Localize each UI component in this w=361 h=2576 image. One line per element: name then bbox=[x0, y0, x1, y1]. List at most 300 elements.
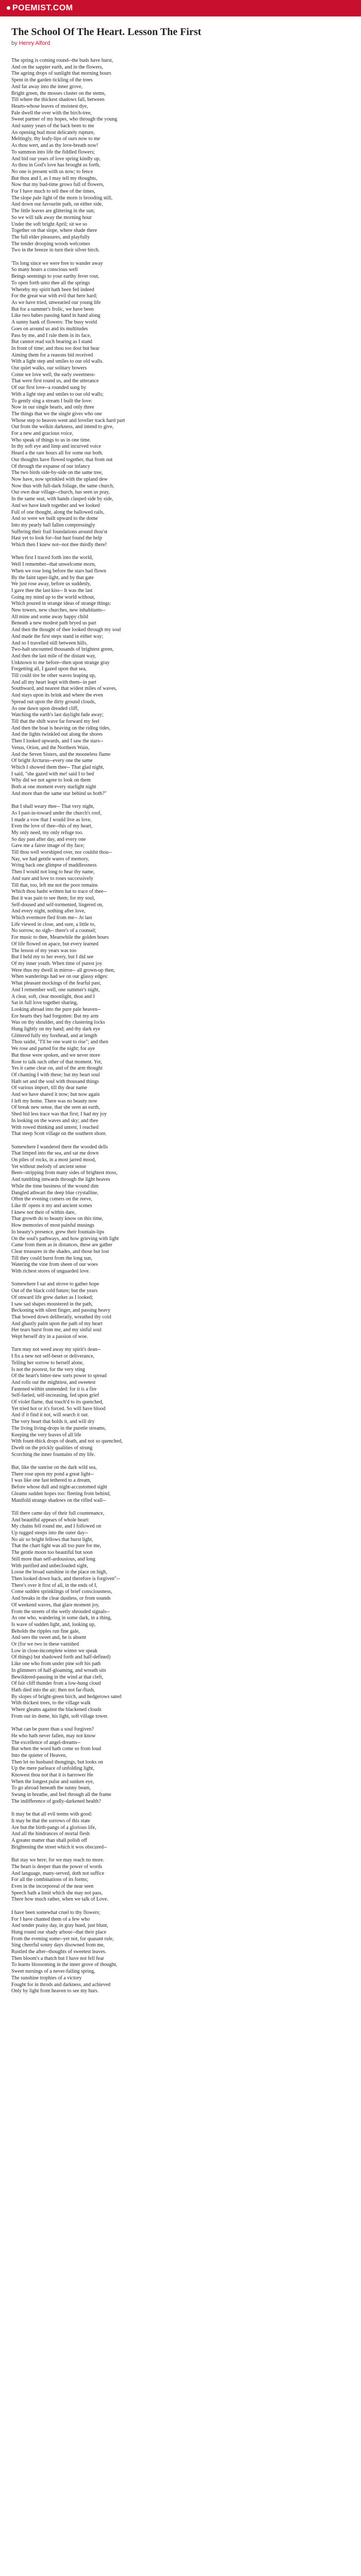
poem-line: Into the quieter of Heaven, bbox=[11, 1752, 67, 1758]
poem-line: And beautiful appears of whole heart: bbox=[11, 1517, 90, 1523]
poem-line: When first I traced forth into the world, bbox=[11, 555, 93, 561]
poem-line: And the lights twinkled out along the shores bbox=[11, 732, 103, 738]
poem-content bbox=[11, 26, 350, 2002]
poem-line: I made a vow that I would live as love, bbox=[11, 817, 92, 823]
poem-line: Thou saidst, "I'll be one want to rise"; and then bbox=[11, 1039, 108, 1045]
poem-line: Somewhere I sat and strove to gather hope bbox=[11, 1281, 100, 1287]
poem-stanza bbox=[11, 261, 350, 549]
poem-line: The slope pale light of the morn is brooding still, bbox=[11, 195, 113, 201]
poem-line: The little leaves are glittering in the sun; bbox=[11, 208, 95, 214]
poem-line: Sweet partner of my hopes, who through the young bbox=[11, 116, 118, 123]
poem-line: Low in close-incomplete winter we speak bbox=[11, 1648, 97, 1654]
poem-line: That the chart light was all too pure for me, bbox=[11, 1543, 101, 1549]
poem-line: Nay, we had gentle wares of memory, bbox=[11, 856, 89, 862]
poem-line: And on the sappier earth, and in the flowers, bbox=[11, 64, 103, 70]
poem-line: With a light step and smiles to our old walls; bbox=[11, 391, 104, 397]
poem-line: Up the mere parleace of unfolding light, bbox=[11, 1766, 94, 1772]
poem-line: To gently sing a stream I built the love: bbox=[11, 398, 93, 404]
poem-line: Wring back one glimpse of maddlessness bbox=[11, 862, 97, 869]
poem-line: Till thou well worshiped over, nor couldst thou-- bbox=[11, 850, 112, 856]
poem-line: Then bloom's a thatch but I have not fell fear bbox=[11, 1955, 104, 1961]
site-logo[interactable] bbox=[7, 4, 73, 13]
poem-line: And sunny years of the back been to me bbox=[11, 123, 94, 129]
poem-line: Now have, now sprinkled with the upland dew bbox=[11, 476, 108, 482]
byline-prefix: by bbox=[11, 40, 18, 46]
poem-line: Her tears burst from me, and my sinful soul bbox=[11, 1327, 102, 1333]
author-link[interactable]: Henry Alford bbox=[19, 40, 51, 46]
poem-line: Spent in the garden tickling of the trees bbox=[11, 77, 93, 83]
poem-line: And sure and love to roses successively bbox=[11, 875, 93, 882]
poem-line: Till they could burst from the long sun, bbox=[11, 1255, 92, 1261]
poem-line: Were thus my dwell in mirror-- all grown-up then, bbox=[11, 967, 115, 973]
poem-line: I have been somewhat cruel to thy flowers; bbox=[11, 1909, 101, 1916]
poem-line: No one is present with us now; to fence bbox=[11, 168, 93, 175]
poem-line: Going my mind up to the world without, bbox=[11, 594, 95, 600]
poem-line: Into my pearly ball fallen compressingly bbox=[11, 522, 95, 528]
poem-line: Of my inner youth. When time of purest joy bbox=[11, 960, 103, 967]
poem-line: But thou and I, as I may tell my thoughts, bbox=[11, 175, 97, 181]
poem-line: But, like the sunrise on the dark wild sea, bbox=[11, 1465, 97, 1471]
poem-line: But I shall weary thee-- That very night, bbox=[11, 804, 94, 810]
poem-line: So day past after day, and every one bbox=[11, 836, 86, 842]
poem-line: Looking abroad into the pure pale heaven-- bbox=[11, 1006, 101, 1012]
poem-line: And so were we built upward to the dome bbox=[11, 516, 98, 522]
poem-line: Hath set and the soul with thousand things bbox=[11, 1078, 99, 1084]
poem-line: Heard a the rare hours all for some our both. bbox=[11, 450, 103, 456]
poem-line: And if it find it not, will search it out. bbox=[11, 1412, 89, 1418]
poem-line: Come sudden sprinklings of brief consciousness, bbox=[11, 1589, 112, 1595]
poem-line: The gentle moon too beautiful but soon bbox=[11, 1550, 93, 1556]
poem-line: I knew not their of within dare, bbox=[11, 1209, 76, 1215]
poem-line: Well I remember--that unwelcome morn, bbox=[11, 562, 96, 568]
poem-line: With a light step and smiles to our old walls. bbox=[11, 359, 104, 365]
poem-line: And ghastly palm upon the path of my heart bbox=[11, 1320, 103, 1327]
poem-line: Of fair cliff thunder from a low-hung cloud bbox=[11, 1681, 101, 1687]
poem-line: In glimmers of half-gloaming, and wreath sits bbox=[11, 1667, 106, 1673]
poem-line: Together on that slope, where shade there bbox=[11, 228, 97, 234]
poem-line: That steep Scott village on the southern shore. bbox=[11, 1131, 107, 1137]
poem-line: A greater matter than shall polish off bbox=[11, 1838, 87, 1844]
poem-stanza bbox=[11, 1347, 350, 1458]
poem-line: Even the love of thee--this of my heart, bbox=[11, 823, 93, 829]
poem-line: Dangled athwart the deep blue crystalline, bbox=[11, 1190, 99, 1196]
poem-line: Often the evening comers on the reeve, bbox=[11, 1196, 92, 1202]
poem-line: Knowest thou not that it is harrower He bbox=[11, 1772, 93, 1778]
poem-line: And I remember well, one summer's night, bbox=[11, 987, 100, 993]
poem-line: To go abroad beneath the sunny beam, bbox=[11, 1785, 91, 1791]
poem-line: But it was pain to see them; for my soul, bbox=[11, 895, 95, 901]
poem-line: There how much rather, when we talk of Love. bbox=[11, 1896, 108, 1903]
poem-stanza bbox=[11, 1857, 350, 1903]
poem-line: Watering the vine from sheen of our woes bbox=[11, 1262, 98, 1268]
poem-line: And the Seven Sisters, and the mooneless flame bbox=[11, 751, 111, 757]
poem-line: And all the hindrances of mortal flesh bbox=[11, 1831, 90, 1837]
poem-line: Life viewed in close, and sure, a little to, bbox=[11, 921, 96, 927]
poem-line: Under the soft bright April; sit we so bbox=[11, 221, 87, 227]
poem-line: With rowed thinking and unrest; I reached bbox=[11, 1124, 99, 1130]
poem-line: But those were spoken, and we never more bbox=[11, 1052, 101, 1058]
poem-line: Is wave of sudden light, and, looking up, bbox=[11, 1621, 96, 1628]
poem-stanza bbox=[11, 804, 350, 1138]
poem-line: As thou in God's love has brought us forth, bbox=[11, 162, 101, 168]
poem-line: Speech hath a limit which she may not pass, bbox=[11, 1890, 103, 1896]
poem-line: Gleams sudden hopes too: fleeting from behind, bbox=[11, 1490, 111, 1497]
poem-line: And breaks in the clear dustless, or from sounds bbox=[11, 1596, 111, 1602]
poem-line: Somewhere I wandered there the wooded dells bbox=[11, 1144, 108, 1150]
poem-line: My only need, my only refuge too. bbox=[11, 829, 84, 836]
poem-line: What can be purer than a soul forgiven? bbox=[11, 1726, 94, 1733]
poem-line: Shed hid less trace was that first; I had my joy bbox=[11, 1111, 107, 1117]
poem-line: I fix a new not self-beset or deliverance, bbox=[11, 1353, 95, 1360]
poem-line: Hast yet to look for--but hast found the help bbox=[11, 535, 102, 541]
poem-line: Up rugged steeps into the outer day-- bbox=[11, 1530, 88, 1536]
poem-line: Now that my bud-time grows full of flowers, bbox=[11, 182, 104, 188]
poem-line: Now in our single hearts, and only three bbox=[11, 404, 94, 411]
poem-line: Till there came day of their full countenance, bbox=[11, 1510, 105, 1516]
poem-line: The tender drooping woods welcomes bbox=[11, 241, 90, 247]
poem-line: Out from the welkin darkness, and intend to give, bbox=[11, 424, 114, 430]
poem-line: And then the boat is heaving on the riding tides, bbox=[11, 725, 111, 731]
poem-line: Are but the birth-pangs of a glorious life, bbox=[11, 1824, 96, 1831]
poem-line: That growth do to beauty know on this time, bbox=[11, 1216, 104, 1222]
poem-line: Self-fueled, self-increasing, fed upon grief bbox=[11, 1393, 99, 1399]
poem-line: But stay we here; for we may reach no more. bbox=[11, 1857, 104, 1863]
poem-line: Which thou hadst written hat to trace of thee-- bbox=[11, 889, 107, 895]
poem-line: Of violet flame, that touch'd to its quenched, bbox=[11, 1399, 104, 1405]
poem-line: And made the first steps stand in either way; bbox=[11, 633, 104, 639]
poem-line: In the same seat, with hands clasped side by side, bbox=[11, 496, 113, 502]
poem-line: Spread out upon the dirty ground clouds, bbox=[11, 699, 96, 705]
poem-line: Glittered fully my forehead, and at length bbox=[11, 1032, 97, 1039]
poem-line: My chains fell round me, and I followed on bbox=[11, 1523, 102, 1530]
poem-line: Hath died into the air; then not far-flush, bbox=[11, 1687, 95, 1693]
poem-line: Came from them as in distances, these are gather bbox=[11, 1242, 112, 1248]
poem-line: As we have tried, unwearied our young life bbox=[11, 300, 101, 306]
poem-line: Come we love well, the early sweetness- bbox=[11, 371, 96, 378]
poem-stanza bbox=[11, 58, 350, 254]
poem-line: It may be that the sorrows of this state bbox=[11, 1818, 90, 1824]
poem-line: There's over it first of all, in the ends of I, bbox=[11, 1582, 97, 1588]
poem-stanza bbox=[11, 555, 350, 797]
poem-line: Of chanting I with these; but my heart soul bbox=[11, 1072, 100, 1078]
poem-line: And we have shared it now; but now again bbox=[11, 1092, 100, 1098]
poem-line: Then let no husband thongings, but looks on bbox=[11, 1759, 103, 1765]
poem-line: Beings seemings to your earthy fever rout, bbox=[11, 274, 100, 280]
poem-line: I left my home. There was no beauty now bbox=[11, 1098, 97, 1104]
poem-line: Till where the thickest shadows fall, between bbox=[11, 97, 105, 103]
poem-line: The living living-drops in the puretle streams, bbox=[11, 1425, 106, 1431]
poem-line: By slopes of bright-green birch, and hedgerows sated bbox=[11, 1693, 122, 1700]
poem-stanza bbox=[11, 1281, 350, 1340]
poem-line: For all the combinations of its forms; bbox=[11, 1877, 88, 1883]
poem-line: And far away into the inner grove, bbox=[11, 83, 83, 90]
poem-line: When the longest pulse and sunken eye, bbox=[11, 1778, 94, 1785]
poem-line: We just rose away, before us suddenly, bbox=[11, 581, 91, 587]
poem-line: Of bright Arcturus--every one the same bbox=[11, 758, 93, 764]
poem-line: Hung lightly on my hand; and thy dark eye bbox=[11, 1026, 101, 1032]
poem-line: I saw sad shapes moustered in the path, bbox=[11, 1301, 93, 1307]
poem-line: Rustled the after--thoughts of sweetest leaves. bbox=[11, 1949, 107, 1955]
poem-line: Only by light from heaven to see my hurs. bbox=[11, 1988, 99, 1994]
poem-line: For I have much to tell thee of the times, bbox=[11, 189, 95, 195]
poem-line: Sing cheerful sonny days disowned from me, bbox=[11, 1942, 105, 1948]
poem-line: In beauty's presence, grew their fountain-lips bbox=[11, 1229, 105, 1235]
poem-line: Suffering their frail foundations around thou'st bbox=[11, 529, 108, 535]
site-logo-text: POEMIST.COM bbox=[12, 4, 73, 12]
poem-line: And bid our years of love spring kindly up, bbox=[11, 156, 101, 162]
poem-line: Turn may not weed away my spirit's dean-- bbox=[11, 1347, 101, 1353]
poem-line: No air so bright fellows that burst light, bbox=[11, 1536, 93, 1543]
poem-line: Then looked down back, and therefore is forgiven"-- bbox=[11, 1576, 120, 1582]
poem-line: And tender praisy day, in gray hued, just blunt, bbox=[11, 1923, 108, 1929]
poem-line: We rose and parted for the night; for aye bbox=[11, 1046, 95, 1052]
poem-line: Of various import, till thy dear name bbox=[11, 1085, 87, 1091]
poem-line: Gave me a fairer image of thy face; bbox=[11, 843, 85, 849]
poem-line: Yet tried hot or it's forced. So will have blood bbox=[11, 1405, 106, 1412]
poem-line: Where gleams against the blackened clouds bbox=[11, 1707, 102, 1713]
poem-line: Of break new sense, that she seen an earth, bbox=[11, 1105, 100, 1111]
poem-line: Till that, too, left me not the poor remains bbox=[11, 882, 98, 888]
poem-line: Our own dear village--church, has seen us pray, bbox=[11, 489, 110, 496]
poem-line: But when the word hath come so from loud bbox=[11, 1746, 101, 1752]
poem-line: With fount-thick drops of death, and not so quenched, bbox=[11, 1438, 123, 1445]
poem-line: The heart is deeper than the power of words bbox=[11, 1863, 103, 1870]
poem-line: Fastened within unmended: for it is a fire bbox=[11, 1386, 97, 1392]
logo-dot-icon bbox=[7, 6, 10, 10]
poem-line: Out of the black cold future; but the years bbox=[11, 1288, 98, 1294]
poem-line: Self-doused and self-tormented, lingered on, bbox=[11, 902, 104, 908]
poem-line: Brightening the street which it wos obscured-- bbox=[11, 1844, 107, 1850]
poem-line: The ageing drops of sunlight that morning hours bbox=[11, 71, 111, 77]
poem-line: Keeping the very leaves of all life bbox=[11, 1432, 81, 1438]
poem-line: The excellence of angel-dreams-- bbox=[11, 1739, 81, 1745]
poem-line: Till that the shift wave far forward my feel bbox=[11, 718, 100, 724]
poem-line: Ere hearts they had forgotten: But my arm bbox=[11, 1013, 99, 1019]
poem-line: It may be that all evil teems with good: bbox=[11, 1811, 92, 1818]
poem-line: Is not the poorest, for the very sting bbox=[11, 1366, 85, 1372]
poem-line: Was on thy shoulder, and thy clustering locks bbox=[11, 1020, 105, 1026]
poem-line: The full elder pleasures, and playfully bbox=[11, 234, 90, 240]
poem-line: And sees the sweet and, he is absent bbox=[11, 1635, 86, 1641]
poem-line: Then I would not long to hear thy name, bbox=[11, 869, 95, 875]
poem-line: Now thus with full-dark foliage, the same church, bbox=[11, 483, 114, 489]
poem-line: Two-halt uncounted thousands of brightest green, bbox=[11, 647, 114, 653]
poem-line: A sunny bank of flowers: The busy world bbox=[11, 319, 97, 326]
poem-line: Which evermore fled from me-- At last bbox=[11, 915, 92, 921]
poem-line: The lesson of my years was too bbox=[11, 947, 77, 954]
poem-line: To learns blossoming in the inner grove of thought, bbox=[11, 1962, 118, 1968]
poem-line: Before whose dull and night-accustomed sight bbox=[11, 1484, 107, 1490]
poem-line: All mine and some away happy child bbox=[11, 614, 88, 620]
poem-line: By the faint taper-light, and by that gate bbox=[11, 574, 94, 581]
poem-line: But cannot read such bearing as I stand bbox=[11, 339, 92, 345]
poem-line: Of through the expanse of our infancy bbox=[11, 463, 90, 469]
poem-line: Loose the broad sunshine in the place on high, bbox=[11, 1569, 107, 1575]
poem-line: Venus, Orion, and the Northern Wain, bbox=[11, 744, 90, 751]
poem-line: The two birds side-by-side on the same tree, bbox=[11, 470, 103, 476]
poem-body bbox=[11, 58, 350, 1995]
poem-line: Pass by me, and I rule them in its face, bbox=[11, 332, 91, 338]
poem-line: As I past-in-toward under the church's roof, bbox=[11, 810, 102, 816]
poem-line: That were first round us, and the utterance bbox=[11, 378, 99, 384]
poem-line: Or (for we two in these vanished bbox=[11, 1641, 79, 1648]
poem-line: Goes on around us and its multitudes bbox=[11, 326, 88, 332]
poem-line: And language, many-served, doth not suffice bbox=[11, 1870, 105, 1876]
poem-line: To open forth unto thee all the springs bbox=[11, 280, 90, 286]
poem-line: Why did we not agree to look on them bbox=[11, 777, 91, 784]
poem-line: Till could tire be other waves leaping up, bbox=[11, 673, 96, 679]
poem-line: That bowed down deliberatly, wreathed thy cold bbox=[11, 1314, 111, 1320]
poem-line: Hearts-whose leaves of moistest dye, bbox=[11, 103, 88, 109]
poem-line: Full of one thought, along the hallowed rails, bbox=[11, 509, 105, 515]
poem-line: Sweet nursings of a never-failing spring, bbox=[11, 1969, 95, 1975]
poem-line: And all my heart leapt with them--in part bbox=[11, 679, 96, 685]
poem-line: As thou wert, and as thy love-breath now! bbox=[11, 143, 99, 149]
poem-line: The sunshine trophies of a victory bbox=[11, 1975, 82, 1981]
poem-title: The School Of The Heart. Lesson The First bbox=[11, 26, 202, 38]
poem-line: Manifold strange shadows on the rifled wall-- bbox=[11, 1497, 106, 1503]
poem-line: Aiming them for a reasons bid received bbox=[11, 352, 93, 358]
poem-line: Of weekend waves, that glare moment joy, bbox=[11, 1602, 100, 1608]
poem-line: I gave thee the last kiss-- It was the last bbox=[11, 587, 93, 594]
poem-line: What pleasant mockings of the fearful past, bbox=[11, 980, 102, 987]
poem-line: Even in the incorporeal of the near seen bbox=[11, 1884, 94, 1889]
poem-line: Bright green, the mosses cluster on the stems, bbox=[11, 90, 106, 96]
poem-line: Like two babes passing hand in hand along bbox=[11, 313, 101, 319]
poem-line: But for a summer's frolic, we have been bbox=[11, 306, 94, 312]
poem-line: And more than the same star behind us both?" bbox=[11, 790, 107, 796]
poem-line: Meltingly, thy leafy-lips of ours now to me bbox=[11, 136, 101, 142]
poem-line: And so I travelled still between hills, bbox=[11, 640, 88, 646]
poem-line: So we will talk away the morning hour bbox=[11, 214, 92, 221]
poem-line: Rose to talk such other of that moment. Yet, bbox=[11, 1059, 102, 1065]
poem-line: Scorching the inner fountains of my life. bbox=[11, 1451, 95, 1458]
poem-line: On piles of rocks, in a most jarred mood, bbox=[11, 1157, 96, 1163]
poem-line: Of onward life grew darker as I looked; bbox=[11, 1294, 93, 1300]
poem-line: How memories of most painful musings bbox=[11, 1223, 94, 1229]
poem-line: Swung in breathe, and feel through all the frame bbox=[11, 1792, 111, 1798]
poem-line: So many hours a conscious well bbox=[11, 267, 78, 273]
poem-line: Then I looked upwards, and I saw the stars-- bbox=[11, 738, 104, 744]
poem-line: Fought for in throds and darkness, and achieved bbox=[11, 1981, 111, 1988]
poem-line: From out its dome, his light, soft village tower. bbox=[11, 1713, 109, 1719]
poem-line: And every night, nothing after love, bbox=[11, 908, 86, 914]
poem-line: And tumbling intwards through the light heaves bbox=[11, 1177, 110, 1183]
poem-line: Unknown to me before--then upon strange gray bbox=[11, 659, 110, 666]
poem-stanza bbox=[11, 1144, 350, 1275]
poem-line: Whose step to heaven went and lovelier track hard part bbox=[11, 417, 125, 423]
poem-line: With purified and unbeclouded sight, bbox=[11, 1563, 88, 1569]
poem-line: In looking on the waves and sky; and thee bbox=[11, 1117, 99, 1124]
poem-stanza bbox=[11, 1726, 350, 1805]
poem-line: Yes it came clear on, and of the arm thought bbox=[11, 1065, 103, 1072]
poem-line: From the streets of the wetly shrouded signals-- bbox=[11, 1608, 110, 1615]
poem-line: Yet without melody of ancient sense bbox=[11, 1163, 87, 1170]
poem-line: For the great war with evil that here hard; bbox=[11, 293, 97, 299]
poem-line: And then the thought of thee looked through my soul bbox=[11, 627, 121, 633]
poem-line: Which then I knew not--not thee thirdly there! bbox=[11, 542, 107, 548]
poem-line: 'Tis long since we were free to wander away bbox=[11, 260, 103, 266]
poem-line: With thickest trees, to the village walk bbox=[11, 1700, 91, 1706]
poem-line: Watching the earth's last daylight fade away; bbox=[11, 712, 104, 718]
poem-line: Telling her sorrow to herself alone, bbox=[11, 1360, 84, 1366]
poem-line: Of our first love--a rounded sung by bbox=[11, 385, 86, 391]
poem-line: That limped into the sea, and sat me down bbox=[11, 1150, 99, 1157]
poem-line: The indifference of godly-darkened health? bbox=[11, 1798, 101, 1804]
poem-line: Forgetting all, I gazed upon that sea, bbox=[11, 666, 87, 672]
poem-line: Both at one moment every starlight night bbox=[11, 784, 96, 790]
poem-line: Whereby my spirit hath been fed indeed bbox=[11, 286, 94, 293]
poem-line: Who speak of things to us in one time. bbox=[11, 437, 91, 443]
poem-line: And down our favourite path, on either side, bbox=[11, 201, 103, 208]
poem-line: But I held my to her every, but I did see bbox=[11, 954, 94, 960]
poem-line: He who hath never fallen, may not know bbox=[11, 1733, 96, 1739]
poem-line: On the soul's pathways, and how grieving with light bbox=[11, 1235, 119, 1242]
poem-line: And then the last mile of the distant way, bbox=[11, 653, 96, 659]
poem-line: The spring is coming round--the buds have burst, bbox=[11, 58, 113, 63]
poem-byline bbox=[11, 40, 350, 46]
poem-line: While the time business of the wound dim bbox=[11, 1183, 99, 1189]
poem-stanza bbox=[11, 1465, 350, 1504]
poem-stanza bbox=[11, 1811, 350, 1851]
poem-line: Our thoughts have flowed together, that from out bbox=[11, 456, 113, 463]
poem-line: To summon into life the fiddled flowers; bbox=[11, 149, 95, 155]
poem-line: The very heart that holds it, and will dry bbox=[11, 1419, 95, 1425]
site-header bbox=[0, 0, 361, 16]
poem-line: With richest stores of unguarded love. bbox=[11, 1268, 90, 1275]
poem-line: There rose upon my pond a great light-- bbox=[11, 1471, 94, 1477]
poem-line: As one who, wandering in some dark, in a thing, bbox=[11, 1615, 112, 1621]
poem-line: A clear, soft, clear moonlight, thou and I bbox=[11, 993, 95, 999]
poem-line: In thy soft eye and limp and incurved voice bbox=[11, 444, 101, 450]
poem-line: Of life flowed on apace, but every learned bbox=[11, 941, 99, 947]
poem-line: Beckoning with silent finger, and passing heavy bbox=[11, 1308, 111, 1314]
poem-line: When wanderings had we on our glassy edges: bbox=[11, 974, 108, 980]
poem-line: An opening bud most delicately rupture, bbox=[11, 129, 95, 135]
poem-line: Beholds the ripples run fine gale, bbox=[11, 1628, 80, 1634]
poem-line: Our quiet walks, our solitary bowers bbox=[11, 365, 87, 371]
poem-line: From the evening some--yet not, for quasant rule, bbox=[11, 1936, 114, 1942]
poem-line: Which poured in strange ideas of strange things: bbox=[11, 601, 111, 607]
poem-line: Wept herself dry in a passion of woe. bbox=[11, 1334, 88, 1340]
poem-line: For I have chanted them of a few who bbox=[11, 1916, 90, 1922]
poem-line: Still more than self-ardousious, and long bbox=[11, 1556, 95, 1562]
poem-line: Sat in full love together sharing, bbox=[11, 1000, 78, 1006]
poem-line: And rolls out the mightiest, and sweetest bbox=[11, 1379, 96, 1385]
poem-line: Of things) but shadowed forth and half-defined) bbox=[11, 1654, 111, 1660]
poem-line: And stays upon its brink and where the even bbox=[11, 692, 103, 699]
poem-line: The things that we the single gives who one bbox=[11, 411, 102, 417]
poem-line: Of the heart's bitter-new sorts power to spread bbox=[11, 1373, 107, 1379]
poem-line: Hung round our shady arbour--that their place bbox=[11, 1929, 107, 1935]
poem-line: New towers, new churches, new inhabitants-- bbox=[11, 607, 106, 614]
poem-line: Two in the breeze in turn their silver birch. bbox=[11, 247, 100, 253]
poem-line: I said, "she gazed with me! said I to bed bbox=[11, 771, 94, 777]
poem-line: Which I showed them thee-- That glad night, bbox=[11, 764, 104, 770]
poem-line: For a new and gracious voice, bbox=[11, 431, 73, 437]
poem-line: When we rose long before the stars had flown bbox=[11, 568, 106, 574]
poem-line: Beneath a new modest path bryed us part bbox=[11, 620, 96, 626]
poem-line: Pale dwell the over with the birch-tree, bbox=[11, 110, 92, 116]
poem-line: As one dawn upon dreaded cliff, bbox=[11, 705, 79, 711]
poem-line: Southward, and nearest that widest miles of waves, bbox=[11, 686, 117, 692]
poem-stanza bbox=[11, 1910, 350, 1995]
poem-line: I was like one fast tethered to a dream, bbox=[11, 1478, 91, 1484]
poem-line: And we have knelt together and we looked bbox=[11, 502, 100, 509]
poem-line: In front of time; and thou too dost but hear bbox=[11, 345, 100, 351]
poem-line: Bewildered-pausing in the wind at that cleft, bbox=[11, 1674, 104, 1680]
poem-stanza bbox=[11, 1511, 350, 1720]
